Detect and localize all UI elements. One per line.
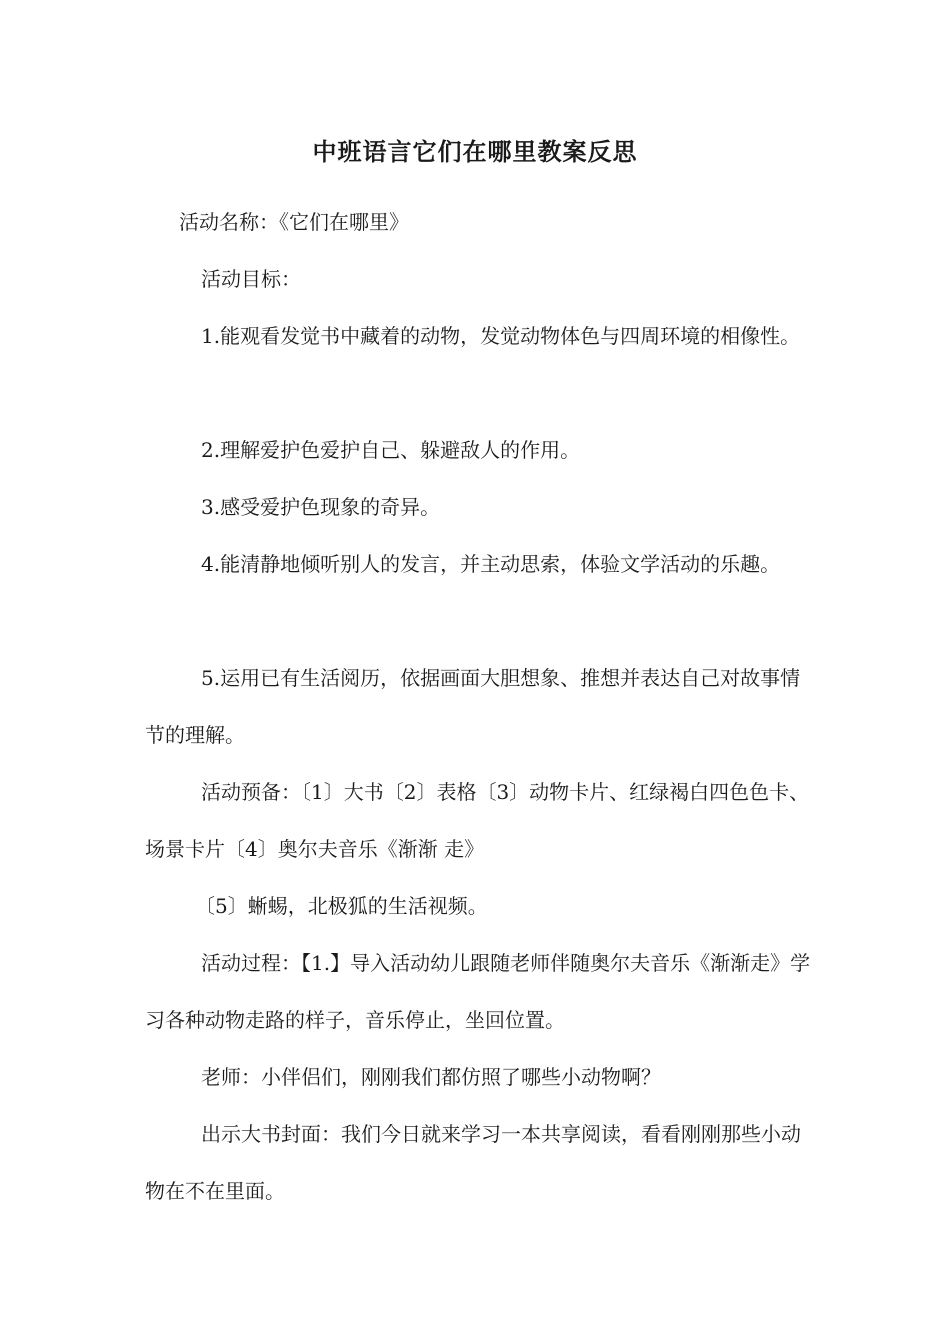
paragraph-activity-name: 活动名称：《它们在哪里》 xyxy=(179,210,409,234)
paragraph-goal-1: 1.能观看发觉书中藏着的动物，发觉动物体色与四周环境的相像性。 xyxy=(201,324,801,348)
paragraph-activity-process: 活动过程：【1.】导入活动幼儿跟随老师伴随奥尔夫音乐《渐渐走》学习各种动物走路的样子，音乐停止，坐回位置。 xyxy=(145,951,811,1032)
paragraph-teacher-question: 老师：小伴侣们，刚刚我们都仿照了哪些小动物啊？ xyxy=(201,1065,661,1089)
paragraph-goal-2: 2.理解爱护色爱护自己、躲避敌人的作用。 xyxy=(201,438,581,462)
paragraph-show-book-cover: 出示大书封面：我们今日就来学习一本共享阅读，看看刚刚那些小动物在不在里面。 xyxy=(145,1122,801,1203)
paragraph-activity-preparation: 活动预备：〔1〕大书〔2〕表格〔3〕动物卡片、红绿褐白四色色卡、场景卡片〔4〕奥尔夫音乐《渐渐 走》 xyxy=(145,780,810,861)
paragraph-goal-3: 3.感受爱护色现象的奇异。 xyxy=(201,495,441,519)
paragraph-goal-4: 4.能清静地倾听别人的发言，并主动思索，体验文学活动的乐趣。 xyxy=(201,552,781,576)
document-title: 中班语言它们在哪里教案反思 xyxy=(312,138,638,166)
paragraph-preparation-item-5: 〔5〕蜥蜴，北极狐的生活视频。 xyxy=(195,894,488,918)
paragraph-activity-goals-heading: 活动目标： xyxy=(201,267,301,291)
paragraph-goal-5: 5.运用已有生活阅历，依据画面大胆想象、推想并表达自己对故事情节的理解。 xyxy=(145,666,801,747)
